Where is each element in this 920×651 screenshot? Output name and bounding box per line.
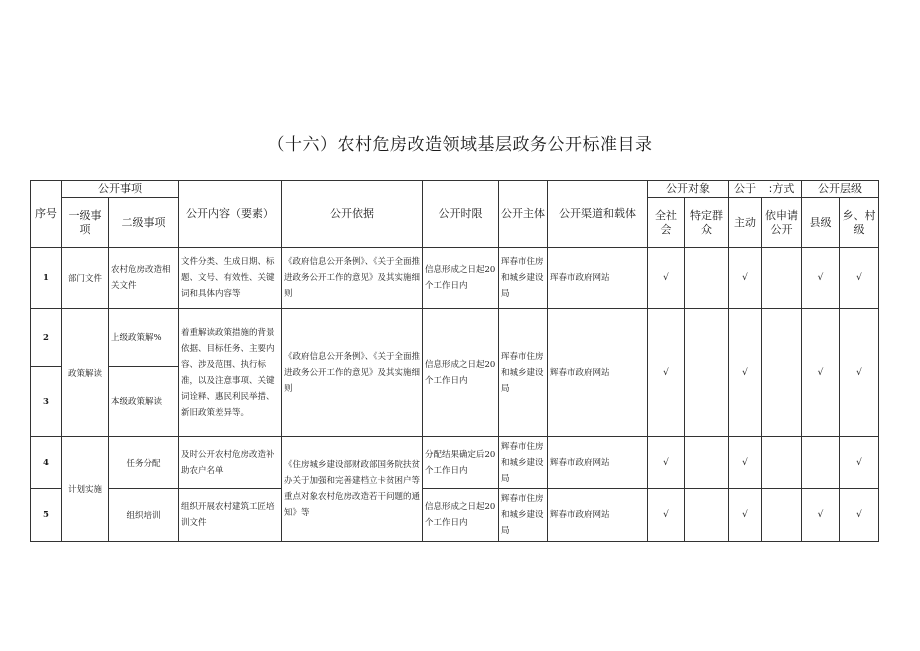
check-level-township: √ (840, 489, 879, 542)
row-level1: 计划实施 (62, 437, 109, 542)
check-audience-all: √ (648, 437, 685, 489)
table-row (31, 309, 879, 367)
header-content: 公开内容（要素） (179, 181, 282, 248)
row-time: 信息形成之日起20个工作日内 (423, 489, 499, 542)
row-time: 信息形成之日起20个工作日内 (423, 248, 499, 309)
check-audience-specific (685, 248, 729, 309)
row-channel: 辉春市政府网站 (548, 437, 648, 489)
check-level-township: √ (840, 248, 879, 309)
check-mode-request (762, 489, 802, 542)
row-content: 及时公开农村危房改造补助农户名单 (179, 437, 282, 489)
header-items: 公开事项 (62, 181, 179, 198)
check-mode-active: √ (729, 248, 762, 309)
header-level2: 二级事项 (109, 198, 179, 248)
row-channel: 珲春市政府网站 (548, 248, 648, 309)
header-level-township: 乡、村级 (840, 198, 879, 248)
header-mode-active: 主动 (729, 198, 762, 248)
row-time: 信息形成之日起20个工作日内 (423, 309, 499, 437)
header-time: 公开时限 (423, 181, 499, 248)
header-level1: 一级事项 (62, 198, 109, 248)
table-row (31, 248, 879, 309)
row-subject: 辉春市住房和城乡建设局 (499, 489, 548, 542)
check-audience-all: √ (648, 309, 685, 437)
header-mode-request: 依申请公开 (762, 198, 802, 248)
check-audience-specific (685, 437, 729, 489)
check-level-county (802, 437, 840, 489)
row-level2: 农村危房改造相关文件 (109, 248, 179, 309)
row-level2: 组织培训 (109, 489, 179, 542)
row-seq: 5 (31, 489, 62, 542)
header-audience-specific: 特定群众 (685, 198, 729, 248)
page-title: （十六）农村危房改造领域基层政务公开标准目录 (267, 135, 653, 155)
row-subject: 珲春市住房和城乡建设局 (499, 309, 548, 437)
catalog-table (30, 180, 879, 542)
row-time: 分配结果确定后20个工作日内 (423, 437, 499, 489)
header-mode-b: :方式 (762, 181, 802, 198)
header-channel: 公开渠道和载体 (548, 181, 648, 248)
check-level-county: √ (802, 309, 840, 437)
header-audience-all: 全社会 (648, 198, 685, 248)
check-mode-request (762, 248, 802, 309)
header-subject: 公开主体 (499, 181, 548, 248)
check-mode-active: √ (729, 309, 762, 437)
check-audience-all: √ (648, 248, 685, 309)
check-audience-all: √ (648, 489, 685, 542)
row-seq: 3 (31, 367, 62, 437)
row-channel: 辉春市政府网站 (548, 489, 648, 542)
check-level-county: √ (802, 248, 840, 309)
check-mode-active: √ (729, 489, 762, 542)
check-mode-request (762, 437, 802, 489)
row-level1: 部门文件 (62, 248, 109, 309)
header-audience: 公开对象 (648, 181, 729, 198)
header-mode-a: 公于 (729, 181, 762, 198)
row-subject: 珲春市住房和城乡建设局 (499, 248, 548, 309)
row-level1: 政策解读 (62, 309, 109, 437)
row-level2: 上级政策解% (109, 309, 179, 367)
check-level-township: √ (840, 309, 879, 437)
header-level-county: 县级 (802, 198, 840, 248)
row-basis: 《政府信息公开条例》、《关于全面推进政务公开工作的意见》及其实施细则 (282, 248, 423, 309)
check-audience-specific (685, 489, 729, 542)
row-channel: 辉春市政府网站 (548, 309, 648, 437)
check-mode-request (762, 309, 802, 437)
table-row (31, 437, 879, 489)
row-seq: 2 (31, 309, 62, 367)
header-seq: 序号 (31, 181, 62, 248)
table-row (31, 489, 879, 542)
row-level2: 本级政策解读 (109, 367, 179, 437)
row-seq: 4 (31, 437, 62, 489)
row-content: 着重解读政策措施的背景依据、目标任务、主要内容、涉及范围、执行标准，以及注意事项、关键词诠释、惠民利民举措、新旧政策差异等。 (179, 309, 282, 437)
row-subject: 辉春市住房和城乡建设局 (499, 437, 548, 489)
row-content: 文件分类、生成日期、标题、文号、有效性、关键词和具体内容等 (179, 248, 282, 309)
check-level-county: √ (802, 489, 840, 542)
row-basis: 《政府信息公开条例》、《关于全面推进政务公开工作的意见》及其实施细则 (282, 309, 423, 437)
row-basis: 《住房城乡建设部财政部国务院扶贫办关于加强和完善建档立卡贫困户等重点对象农村危房改造若干问题的通知》等 (282, 437, 423, 542)
row-level2: 任务分配 (109, 437, 179, 489)
check-mode-active: √ (729, 437, 762, 489)
check-level-township: √ (840, 437, 879, 489)
row-seq: 1 (31, 248, 62, 309)
header-level: 公开层级 (802, 181, 879, 198)
row-content: 组织开展农村建筑工匠培训文件 (179, 489, 282, 542)
header-basis: 公开依据 (282, 181, 423, 248)
check-audience-specific (685, 309, 729, 437)
